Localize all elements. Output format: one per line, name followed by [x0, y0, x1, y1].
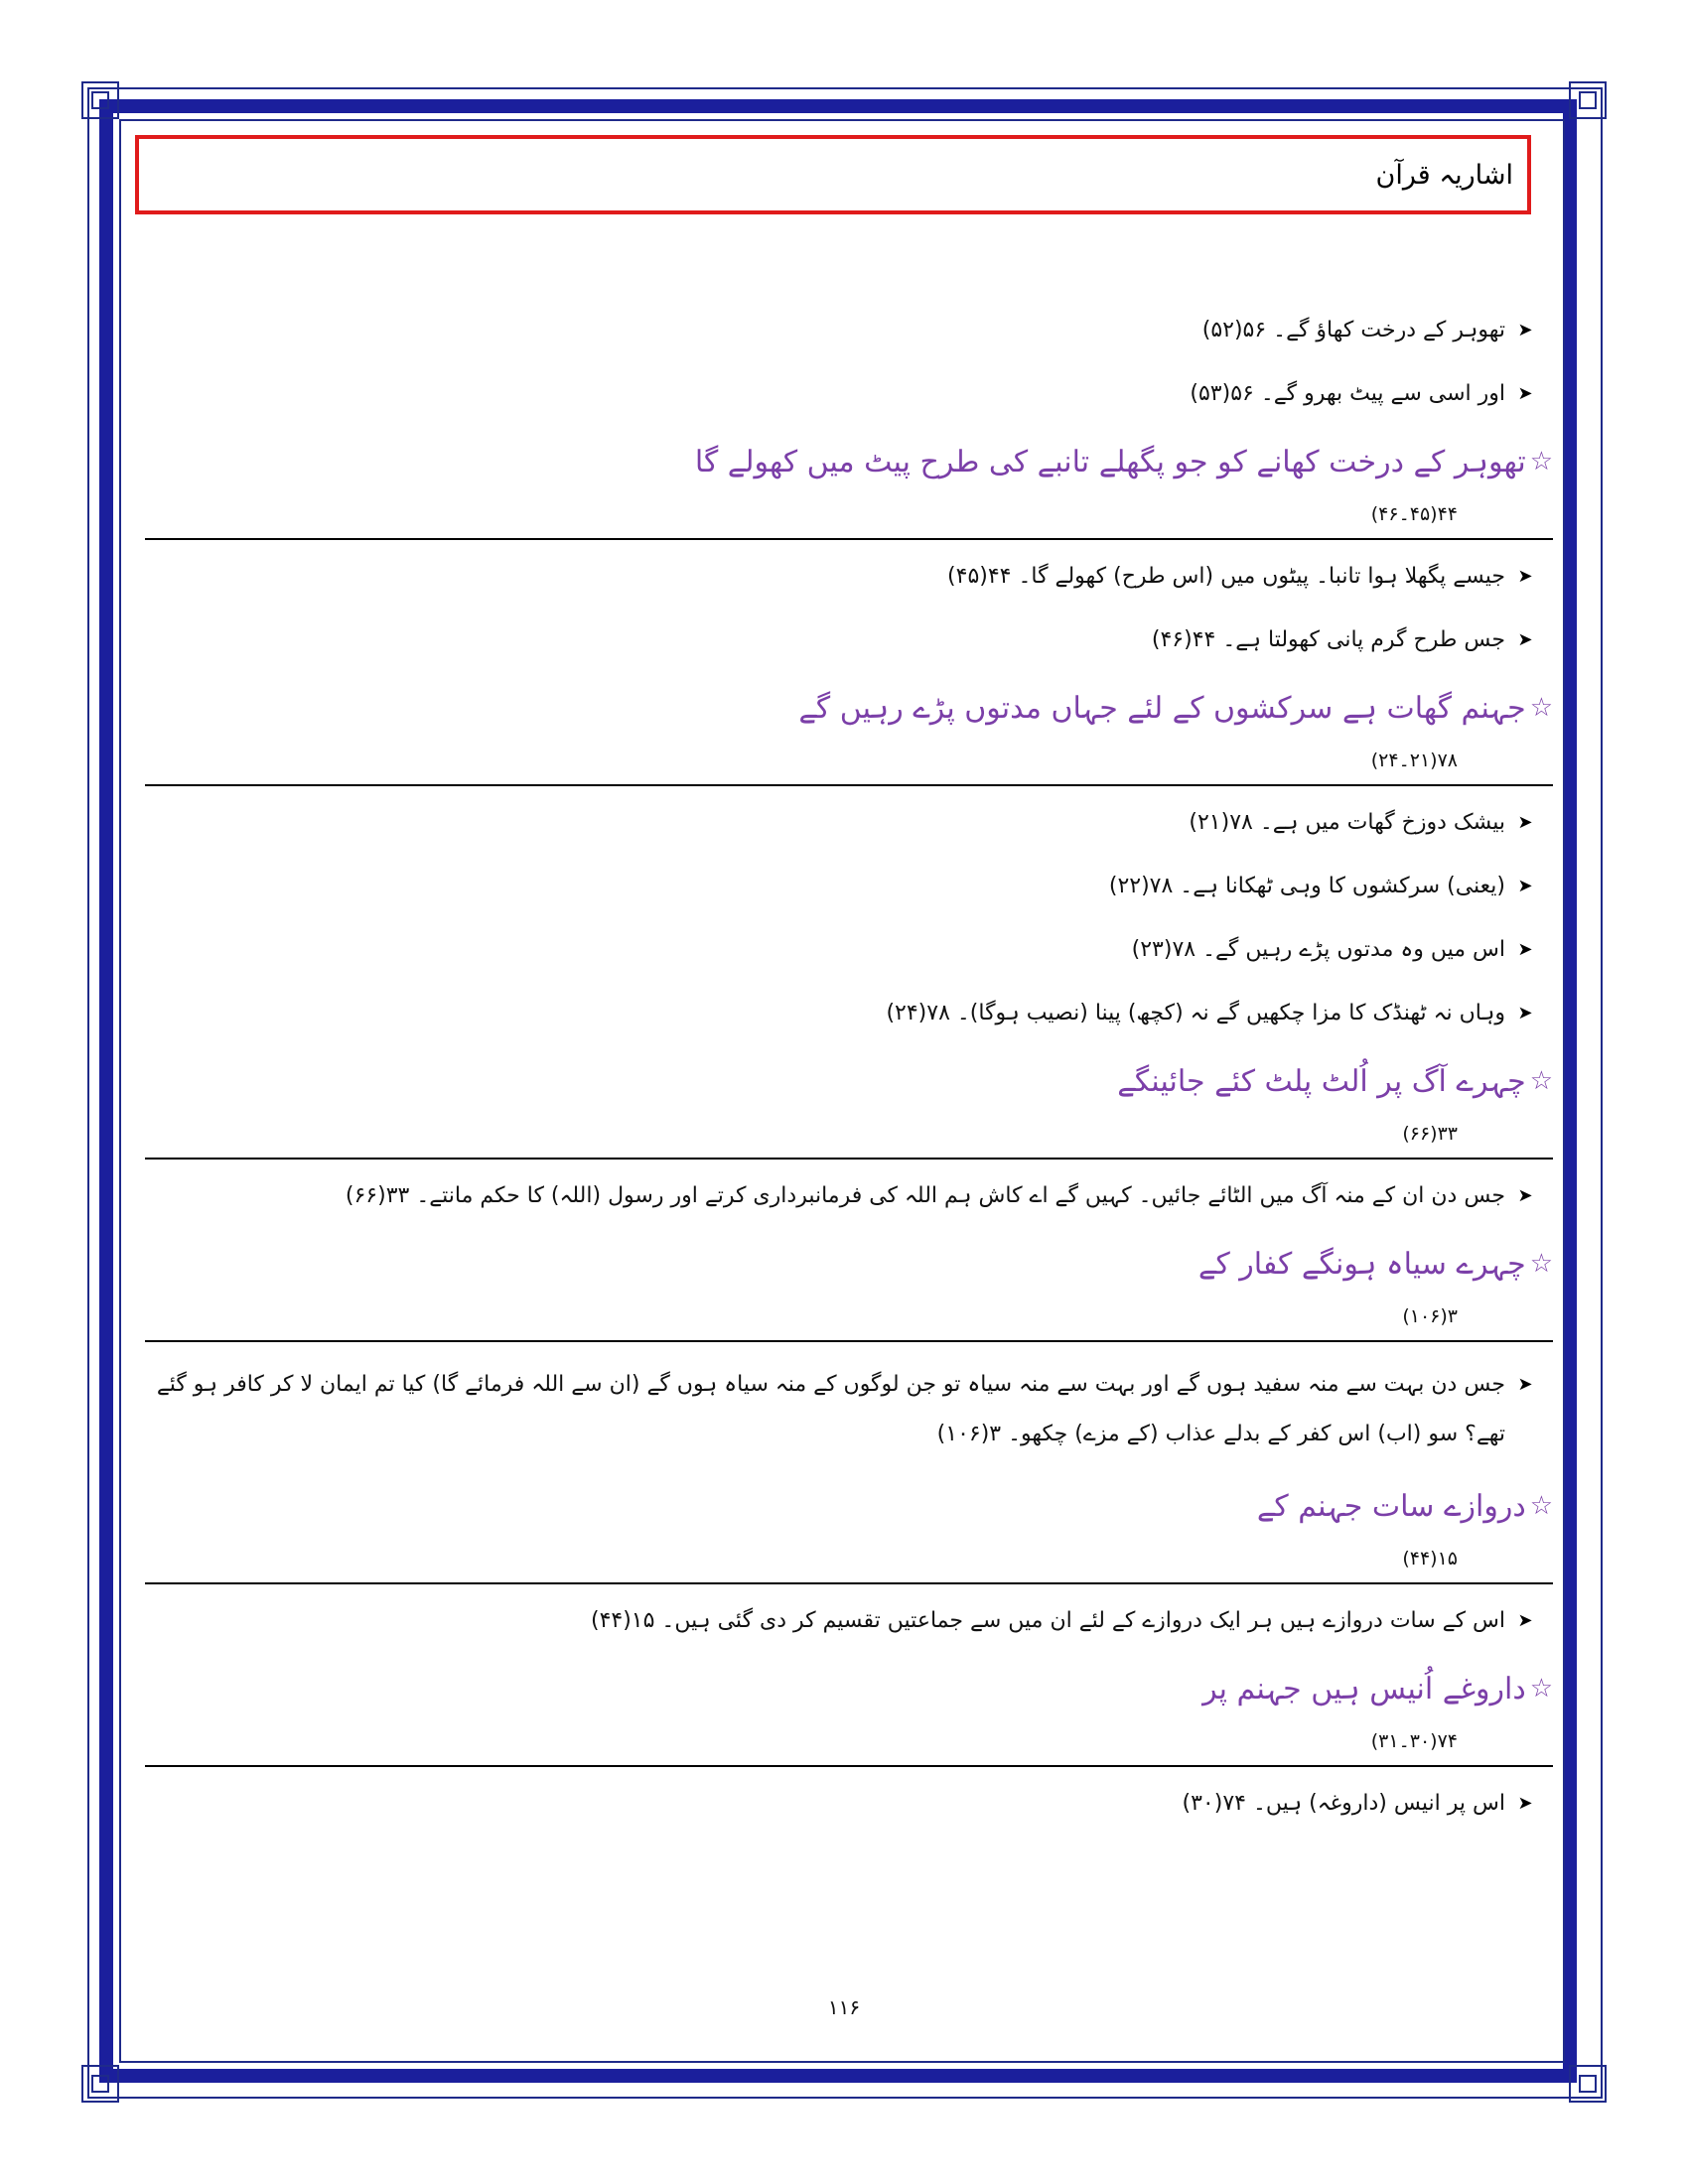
list-item: ➤ جس دن بہت سے منہ سفید ہوں گے اور بہت سے منہ سیاہ تو جن لوگوں کے منہ سیاہ ہوں گے (ان سے اللہ فرمائے گا) کیا تم ایمان لا کر کافر ہو گئے تھے؟ سو (اب) اس کفر کے بدلے عذاب (کے مزے) چکھو۔ ۳(۱۰۶) [145, 1346, 1553, 1469]
divider [145, 1158, 1553, 1160]
divider [145, 1340, 1553, 1342]
star-icon: ☆ [1529, 693, 1553, 723]
arrow-bullet-icon: ➤ [1517, 1002, 1533, 1024]
star-icon: ☆ [1529, 1491, 1553, 1521]
list-item: ➤ جس دن ان کے منہ آگ میں الٹائے جائیں۔ کہیں گے اے کاش ہم اللہ کی فرمانبرداری کرتے اور رسول (اللہ) کا حکم مانتے۔ ۳۳(۶۶) [145, 1163, 1553, 1227]
list-item: ➤ تھوہر کے درخت کھاؤ گے۔ ۵۶(۵۲) [145, 298, 1553, 361]
arrow-bullet-icon: ➤ [1517, 1374, 1533, 1395]
corner-ornament-top-right [1569, 81, 1607, 119]
list-item: ➤ جیسے پگھلا ہوا تانبا۔ پیٹوں میں (اس طرح) کھولے گا۔ ۴۴(۴۵) [145, 544, 1553, 608]
arrow-bullet-icon: ➤ [1517, 811, 1533, 833]
list-item: ➤ جس طرح گرم پانی کھولتا ہے۔ ۴۴(۴۶) [145, 608, 1553, 671]
divider [145, 1582, 1553, 1584]
arrow-bullet-icon: ➤ [1517, 875, 1533, 896]
star-icon: ☆ [1529, 447, 1553, 477]
arrow-bullet-icon: ➤ [1517, 382, 1533, 404]
section-heading: ☆ چہرے آگ پر اُلٹ پلٹ کئے جائینگے [1117, 1063, 1553, 1099]
corner-ornament-bottom-right [1569, 2065, 1607, 2103]
divider [145, 1765, 1553, 1767]
arrow-bullet-icon: ➤ [1517, 1184, 1533, 1206]
star-icon: ☆ [1529, 1066, 1553, 1096]
section-heading: ☆ تھوہر کے درخت کھانے کو جو پگھلے تانبے کی طرح پیٹ میں کھولے گا [694, 444, 1553, 479]
corner-ornament-top-left [81, 81, 119, 119]
arrow-bullet-icon: ➤ [1517, 565, 1533, 587]
page-number: ۱۱۶ [827, 1995, 861, 2019]
divider [145, 784, 1553, 786]
list-item: ➤ وہاں نہ ٹھنڈک کا مزا چکھیں گے نہ (کچھ) پینا (نصیب ہوگا)۔ ۷۸(۲۴) [145, 981, 1553, 1044]
index-content [145, 298, 1553, 1835]
arrow-bullet-icon: ➤ [1517, 1609, 1533, 1631]
arrow-bullet-icon: ➤ [1517, 628, 1533, 650]
section-reference: ۴۴(۴۵۔۴۶) [1370, 503, 1458, 525]
arrow-bullet-icon: ➤ [1517, 938, 1533, 960]
corner-ornament-bottom-left [81, 2065, 119, 2103]
page-header [135, 135, 1531, 214]
star-icon: ☆ [1529, 1674, 1553, 1704]
section-reference: ۳(۱۰۶) [1402, 1305, 1458, 1327]
section-heading: ☆ داروغے اُنیس ہیں جہنم پر [1202, 1671, 1553, 1706]
arrow-bullet-icon: ➤ [1517, 319, 1533, 341]
star-icon: ☆ [1529, 1249, 1553, 1279]
arrow-bullet-icon: ➤ [1517, 1792, 1533, 1814]
page-title: اشاریہ قرآن [1375, 159, 1513, 191]
section-reference: ۱۵(۴۴) [1402, 1548, 1458, 1570]
list-item: ➤ بیشک دوزخ گھات میں ہے۔ ۷۸(۲۱) [145, 790, 1553, 854]
section-reference: ۷۴(۳۰۔۳۱) [1370, 1730, 1458, 1752]
list-item: ➤ اس پر انیس (داروغہ) ہیں۔ ۷۴(۳۰) [145, 1771, 1553, 1835]
section-heading: ☆ جہنم گھات ہے سرکشوں کے لئے جہاں مدتوں پڑے رہیں گے [798, 690, 1553, 726]
list-item: ➤ اس کے سات دروازے ہیں ہر ایک دروازے کے لئے ان میں سے جماعتیں تقسیم کر دی گئی ہیں۔ ۱۵(۴۴) [145, 1588, 1553, 1652]
section-heading: ☆ دروازے سات جہنم کے [1256, 1488, 1553, 1524]
list-item: ➤ اور اسی سے پیٹ بھرو گے۔ ۵۶(۵۳) [145, 361, 1553, 425]
section-heading: ☆ چہرے سیاہ ہونگے کفار کے [1197, 1246, 1553, 1282]
divider [145, 538, 1553, 540]
list-item: ➤ (یعنی) سرکشوں کا وہی ٹھکانا ہے۔ ۷۸(۲۲) [145, 854, 1553, 917]
section-reference: ۷۸(۲۱۔۲۴) [1370, 750, 1458, 771]
section-reference: ۳۳(۶۶) [1402, 1123, 1458, 1145]
list-item: ➤ اس میں وہ مدتوں پڑے رہیں گے۔ ۷۸(۲۳) [145, 917, 1553, 981]
